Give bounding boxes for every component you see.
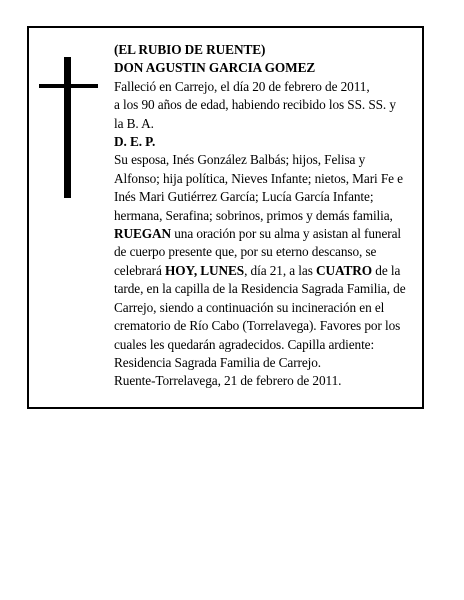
cross-vertical-bar (64, 57, 71, 198)
ruegan-word: RUEGAN (114, 226, 172, 242)
cross-horizontal-bar (39, 84, 98, 88)
closing-line: tarde, en la capilla de la Residencia Sagrada Familia, de (114, 281, 406, 297)
schedule-line (114, 262, 421, 280)
death-info-line: la B. A. (114, 115, 154, 131)
time-highlight: CUATRO (316, 262, 373, 278)
closing-line: cuales les quedarán agradecidos. Capilla ardiente: (114, 336, 375, 352)
family-line: Su esposa, Inés González Balbás; hijos, Felisa y (114, 152, 366, 168)
family-line: Inés Mari Gutiérrez García; Lucía García Infante; (114, 189, 374, 205)
obituary-notice (27, 26, 424, 409)
de-la-text: de la (372, 262, 401, 278)
celebrara-text: celebrará (114, 262, 166, 278)
death-info-line: Falleció en Carrejo, el día 20 de febrero de 2011, (114, 78, 370, 94)
family-line: Alfonso; hija política, Nieves Infante; nietos, Mari Fe e (114, 170, 403, 186)
funeral-line: de cuerpo presente que, por su eterno descanso, se (114, 244, 377, 260)
dep-line: D. E. P. (114, 134, 156, 150)
closing-line: Carrejo, siendo a continuación su incineración en el (114, 299, 385, 315)
deceased-name: DON AGUSTIN GARCIA GOMEZ (114, 60, 316, 76)
family-line: hermana, Serafina; sobrinos, primos y demás familia, (114, 207, 393, 223)
closing-line: crematorio de Río Cabo (Torrelavega). Favores por los (114, 318, 401, 334)
closing-line: Residencia Sagrada Familia de Carrejo. (114, 354, 322, 370)
nickname-heading: (EL RUBIO DE RUENTE) (114, 42, 266, 57)
place-date-line: Ruente-Torrelavega, 21 de febrero de 2011. (114, 373, 342, 389)
date-text: , día 21, a las (244, 262, 316, 278)
death-info-line: a los 90 años de edad, habiendo recibido los SS. SS. y (114, 97, 396, 113)
notice-text (114, 41, 421, 391)
day-highlight: HOY, LUNES (165, 262, 245, 278)
ruegan-rest: una oración por su alma y asistan al funeral (171, 226, 401, 242)
ruegan-line (114, 225, 421, 243)
